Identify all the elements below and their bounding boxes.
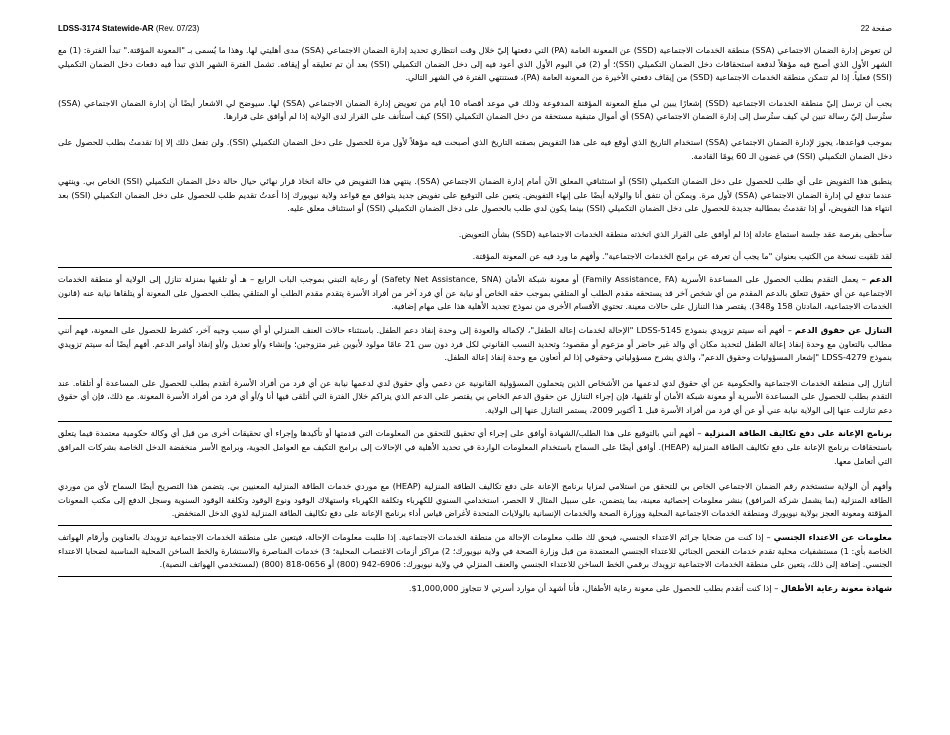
section-text: – أفهم أنني بالتوقيع على هذا الطلب/الشهادة أوافق على إجراء أي تحقيق للتحقق من المعلومات التي قدمتها أو تأكيدها وإجراء أي تحقيقات أخرى من قبل أي وكالة حكومية معتمدة فيما يتعلق باستحقاقات برنامج الإعانة على دفع تكاليف الطاقة المنزلية (HEAP). أوافق أيضًا على السماح باستخدام المعلومات الواردة في تحديد الأهلية في الإحالات إلى برامج التكيف مع العوامل الجوية، وبرامج الأسر منخفضة الدخل الخاصة بشركات المرافق التي أتعامل معها.	[58, 428, 893, 466]
section-divider	[58, 525, 892, 526]
section-heading: شهادة معونة رعاية الأطفال	[780, 582, 892, 593]
paragraph-interim-assistance: لن تعوض إدارة الضمان الاجتماعي (SSA) منطقة الخدمات الاجتماعية (SSD) عن المعونة العامة (PA) التي دفعتها إليّ خلال وقت انتظاري تحديد إدارة الضمان الاجتماعي (SSA) مدى أهليتي لها. وهذا ما يُسمى بـ "المعونة المؤقتة." تبدأ الفترة: (1) مع الشهر الأول الذي أصبح فيه مؤهلاً لدفعة استحقاقات دخل الضمان التكميلي (SSI)؛ أو (2) في اليوم الأول الذي أعود فيه إلى دخل الضمان التكميلي (SSI) بعد أن تم تعليقه أو إيقافه. تشمل الفترة الشهر الذي تبدأ فيه دفعات دخل الضمان التكميلي (SSI) فعلياً. إذا لم تتمكن منطقة الخدمات الاجتماعية (SSD) من إيقاف دفعتي الأخيرة من المعونة العامة (PA)، فستنتهي الفترة في الشهر التالي.	[58, 45, 892, 83]
page-number: صفحة 22	[860, 24, 892, 33]
paragraph-notice: يجب أن ترسل إليّ منطقة الخدمات الاجتماعية (SSD) إشعارًا يبين لي مبلغ المعونة المؤقتة المدفوعة وذلك في موعد أقصاه 10 أيام من تعويض إدارة الضمان الاجتماعي (SSA) لها. سيوضح لي الاشعار أيضًا أن إدارة الضمان الاجتماعي (SSA) ستُرسل إليّ رسالة تبين لي كيف ستُرسل إلى إدارة الضمان الاجتماعي (SSA) أي أموال متبقية مستحقة من دخل الضمان التكميلي (SSI) كيف أستأنف على القرار لدى الولاية إذا لم أوافق على قرارها.	[58, 97, 893, 122]
form-revision: (Rev. 07/23)	[155, 24, 200, 33]
section-text: – أفهم أنه سيتم تزويدي بنموذج LDSS-5145 "الإحالة لخدمات إعالة الطفل"، لإكماله والعودة إلى وحدة إنفاذ دعم الطفل. باستثناء حالات العنف المنزلي أو أي سبب وجيه آخر، كشرط للحصول على المعونة، فهم أنني مطالب بالتعاون مع وحدة إنفاذ إعالة الطفل لتحديد مكان أي والد غير حاضر أو مزعوم أو مقصود؛ وتحديد النسب القانوني لكل فرد دون سن 21 عامًا مولود لأبوين غير متزوجين؛ وإنشاء و/أو تعديل و/أو إنفاذ أوامر الدعم. أفهم أيضًا أنه سيتم تزويدي بنموذج LDSS-4279 "إشعار المسؤوليات وحقوق الدعم"، والذي يشرح مسؤولياتي وحقوقي إذا لم أتعاون مع وحدة إنفاذ إعالة الطفل.	[58, 324, 893, 363]
section-divider	[58, 318, 892, 319]
section-heading: الدعم	[869, 274, 892, 285]
section-divider	[58, 421, 892, 422]
section-text: – إذا كنت أتقدم بطلب للحصول على معونة رعاية الأطفال، فأنا أشهد أن موارد أسرتي لا تتجاوز 1,000,000$.	[408, 582, 781, 593]
document-body	[58, 44, 892, 595]
paragraph-assignment: أتنازل إلى منطقة الخدمات الاجتماعية والحكومية عن أي حقوق لدي لدعمها من الأشخاص الذين يتحملون المسؤولية القانونية عن دعمي وأي حقوق لدي لدعمها نيابة عن أي فرد من أفراد الأسرة أتقدم بطلب للحصول على المساعدة أو أتلقاه. عند التقدم بطلب للحصول على المساعدة الأسرية أو معونة شبكة الأمان أو تلقيها، فإن إجراء التنازل عن حقوق الدعم الخاص بي يقتصر على الدعم الذي يتراكم خلال الفترة التي أتلقى فيها أنا و/أو أي فرد من أفراد الأسرة المعونة. مع ذلك، فإن أي حقوق دعم تنازلت عنها إلى الولاية نيابة عني أو عن أي فرد من أفراد الأسرة قبل 1 أكتوبر 2009، يستمر التنازل عنها إلى الولاية.	[58, 377, 892, 415]
section-sexual-assault	[58, 531, 892, 572]
section-support-rights	[58, 324, 892, 365]
section-divider	[58, 576, 892, 577]
section-heading: التنازل عن حقوق الدعم	[794, 324, 892, 335]
paragraph-authorization-scope: ينطبق هذا التفويض على أي طلب للحصول على دخل الضمان التكميلي (SSI) أو استئنافي المعلق الآن أمام إدارة الضمان الاجتماعي (SSA). ينتهي هذا التفويض في حالة اتخاذ قرار نهائي حيال حالة دخل الضمان التكميلي (SSI) الخاص بي. وينتهي عندما تدفع لي إدارة الضمان الاجتماعي (SSA) لأول مرة. ويمكن أن نتفق أنا والولاية أيضًا على إنهاء التفويض. يتعين على التوقيع على تفويض جديد يتوافق مع قواعد ولاية نيويورك إذا أعدتُ تقديم طلب للحصول على دخل الضمان التكميلي (SSI) بعد انتهاء هذا التفويض، أو إذا تقدمتُ بمطالبة جديدة للحصول على دخل الضمان التكميلي (SSI) بينما يكون لدي طلب بالحصول على دخل الضمان التكميلي (SSI) أو استئناف معلق عليه.	[58, 176, 892, 214]
paragraph-heap-ssn: وأفهم أن الولاية ستستخدم رقم الضمان الاجتماعي الخاص بي للتحقق من استلامي لمزايا برنامج الإعانة على دفع تكاليف الطاقة المنزلية (HEAP) مع موردي خدمات الطاقة المنزلية المعنيين بي. يتضمن هذا التصريح أيضًا السماح لأي من موردي الطاقة المنزلية (بما يشمل شركة المرافق) بنشر معلومات إحصائية معينة، بما يتضمن، على سبيل المثال لا الحصر، استخدامي السنوي للكهرباء وتكلفة الكهرباء واستهلاك الوقود ونوع الوقود وتكلفة الوقود السنوية وسجل الدفع إلى مكتب المعونات المؤقتة ومعونة العجز بولاية نيويورك ومنطقة الخدمات الاجتماعية المحلية ووزارة الصحة والخدمات الإنسانية بالولايات المتحدة لأغراض قياس أداء برنامج الإعانة على دفع تكاليف الطاقة المنزلية لذوي الدخل المنخفض.	[58, 481, 892, 519]
section-divider	[58, 267, 892, 268]
form-identifier	[58, 24, 199, 33]
form-id: LDSS-3174 Statewide-AR	[58, 24, 154, 33]
page-header	[58, 24, 892, 38]
section-support	[58, 273, 892, 314]
section-heading: برنامج الإعانة على دفع تكاليف الطاقة المنزلية	[704, 428, 892, 439]
paragraph-booklet: لقد تلقيت نسخة من الكتيب بعنوان "ما يجب أن تعرفه عن برامج الخدمات الاجتماعية". وأفهم ما ورد فيه عن المعونة المؤقتة.	[472, 250, 892, 261]
section-text: – يعمل التقدم بطلب الحصول على المساعدة الأسرية (Family Assistance, FA) أو معونة شبكة الأمان (Safety Net Assistance, SNA) أو رعاية التبني بموجب الباب الرابع – هـ أو تلقيها بمنزلة تنازل إلى الولاية أو منطقة الخدمات الاجتماعية عن أي حقوق تتعلق بالدعم المقدم من أي شخص آخر قد يستحقه مقدم الطلب أو المتلقي بموجب حقه الخاص أو نيابة عن أي فرد آخر من أفراد الأسرة يتقدم مقدم الطلب أو المتلقي بطلب الحصول على المعونة أو يتلقاها نيابة عنه (قانون الخدمات الاجتماعية، المادتان 158 و348). يقتصر هذا التنازل على حالات معينة. تحتوي الأقسام الأخرى من نموذج تجديد الأهلية هذا على مهام إضافية.	[58, 274, 892, 312]
section-heading: معلومات عن الاعتداء الجنسي	[773, 532, 892, 543]
section-text: – إذا كنت من ضحايا جرائم الاعتداء الجنسي، فيحق لك طلب معلومات الإحالة من منطقة الخدمات الاجتماعية. إذا طلبت معلومات الإحالة، فيتعين على منطقة الخدمات الاجتماعية تزويدك بالعناوين وأرقام الهواتف الخاصة بأي: 1) مستشفيات محلية تقدم خدمات الفحص الجنائي للاعتداء الجنسي المعتمدة من قبل وزارة الصحة في ولاية نيويورك؛ 2) مراكز أزمات الاغتصاب المحلية؛ 3) خدمات المناصرة والاستشارة والخط الساخن المحلية المناسبة لضحايا الاعتداء الجنسي. إضافة إلى ذلك، يتعين على منطقة الخدمات الاجتماعية تزويدك برقمي الخط الساخن للاعتداء الجنسي والعنف المنزلي في ولاية نيويورك: 6906-942 (800) أو 0656-818 (800) (لمستخدمي الهواتف النصية).	[58, 532, 893, 570]
section-heap	[58, 427, 892, 468]
section-child-care	[58, 582, 892, 596]
paragraph-fair-hearing: سأحظى بفرصة عقد جلسة استماع عادلة إذا لم أوافق على القرار الذي اتخذته منطقة الخدمات الاجتماعية (SSD) بشأن التعويض.	[458, 228, 892, 239]
paragraph-ssa-rules: بموجب قواعدها، يجوز لإدارة الضمان الاجتماعي (SSA) استخدام التاريخ الذي أوقع فيه على هذا التفويض بصفته التاريخ الذي أصبحت فيه مؤهلاً لأول مرة للحصول على دخل الضمان التكميلي (SSI). ولن تفعل ذلك إلا إذا تقدمتُ بطلب للحصول على دخل الضمان التكميلي (SSI) في غضون الـ 60 يومًا القادمة.	[58, 136, 892, 161]
